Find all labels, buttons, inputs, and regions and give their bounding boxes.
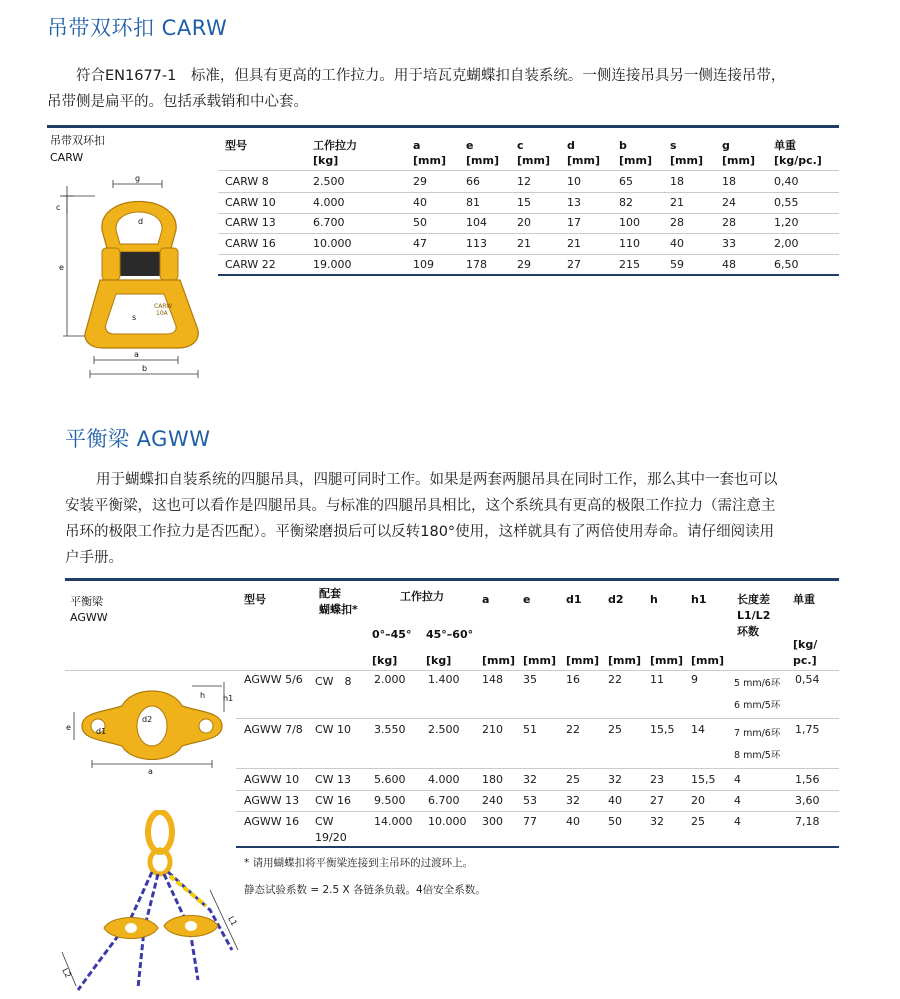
carw-cell-r3-c8: 33 bbox=[722, 237, 736, 250]
carw-row-divider bbox=[218, 213, 839, 214]
carw-cell-r1-c6: 82 bbox=[619, 196, 633, 209]
agww-h-weight-3: pc.] bbox=[793, 654, 817, 667]
agww-h-wll-b: 45°–60° bbox=[426, 628, 474, 641]
carw-cell-r1-c2: 40 bbox=[413, 196, 427, 209]
agww-cell-r3-w2: 6.700 bbox=[428, 794, 460, 807]
carw-header-unit-3: [mm] bbox=[466, 154, 499, 167]
agww-cell-r4-d1: 40 bbox=[566, 815, 580, 828]
carw-cell-r4-c8: 48 bbox=[722, 258, 736, 271]
carw-cell-r4-c3: 178 bbox=[466, 258, 487, 271]
carw-dim-g: g bbox=[135, 174, 141, 183]
carw-header-unit-7: [mm] bbox=[670, 154, 703, 167]
carw-cell-r2-c2: 50 bbox=[413, 216, 427, 229]
agww-cell-r2-model: AGWW 10 bbox=[244, 773, 300, 786]
agww-row-divider bbox=[236, 790, 839, 791]
agww-assembly-illustration bbox=[60, 810, 245, 995]
agww-cell-r0-h1: 9 bbox=[691, 673, 698, 686]
carw-cell-r0-c4: 12 bbox=[517, 175, 531, 188]
carw-cell-r1-c3: 81 bbox=[466, 196, 480, 209]
agww-cell-r2-d1: 25 bbox=[566, 773, 580, 786]
agww-row-divider bbox=[236, 811, 839, 812]
agww-para-line1: 用于蝴蝶扣自装系统的四腿吊具，四腿可同时工作。如果是两套两腿吊具在同时工作，那么其中一套也可以 bbox=[96, 472, 778, 488]
agww-title: 平衡梁 AGWW bbox=[65, 427, 211, 451]
agww-cell-r3-d2: 40 bbox=[608, 794, 622, 807]
carw-cell-r0-c0: CARW 8 bbox=[225, 175, 269, 188]
agww-cell-r0-w1: 2.000 bbox=[374, 673, 406, 686]
agww-cell-r0-match: CW 8 bbox=[315, 675, 352, 688]
carw-header-9: 单重 bbox=[774, 139, 796, 152]
agww-unit-2: [mm] bbox=[482, 654, 515, 667]
agww-h-weight-1: 单重 bbox=[793, 593, 815, 606]
agww-h-d2: d2 bbox=[608, 593, 624, 606]
carw-cell-r4-c4: 29 bbox=[517, 258, 531, 271]
carw-header-unit-2: [mm] bbox=[413, 154, 446, 167]
carw-dim-d: d bbox=[138, 217, 144, 226]
agww-note-2: 静态试验系数 = 2.5 X 各链条负载。4倍安全系数。 bbox=[244, 884, 486, 896]
carw-cell-r4-c1: 19.000 bbox=[313, 258, 352, 271]
agww-dim-d2: d2 bbox=[142, 715, 153, 724]
agww-h-len-3: 环数 bbox=[737, 625, 759, 638]
carw-header-0: 型号 bbox=[225, 139, 247, 152]
agww-h-match-1: 配套 bbox=[319, 587, 341, 600]
agww-cell-r1-d1: 22 bbox=[566, 723, 580, 736]
carw-cell-r0-c8: 18 bbox=[722, 175, 736, 188]
carw-cell-r4-c5: 27 bbox=[567, 258, 581, 271]
carw-product-name: 吊带双环扣 bbox=[50, 134, 105, 147]
agww-cell-r1-w2: 2.500 bbox=[428, 723, 460, 736]
carw-cell-r1-c9: 0,55 bbox=[774, 196, 799, 209]
agww-cell-r3-d1: 32 bbox=[566, 794, 580, 807]
agww-cell-r0-model: AGWW 5/6 bbox=[244, 673, 303, 686]
carw-cell-r3-c7: 40 bbox=[670, 237, 684, 250]
carw-cell-r2-c0: CARW 13 bbox=[225, 216, 276, 229]
carw-intro-line2: 吊带侧是扁平的。包括承载销和中心套。 bbox=[47, 94, 308, 110]
agww-dim-a: a bbox=[148, 767, 153, 776]
agww-product-name: 平衡梁 bbox=[70, 595, 103, 608]
agww-cell-r3-e: 53 bbox=[523, 794, 537, 807]
carw-cell-r1-c1: 4.000 bbox=[313, 196, 345, 209]
carw-cell-r3-c6: 110 bbox=[619, 237, 640, 250]
carw-cell-r3-c4: 21 bbox=[517, 237, 531, 250]
carw-cell-r4-c9: 6,50 bbox=[774, 258, 799, 271]
agww-cell-r1-a: 210 bbox=[482, 723, 503, 736]
agww-cell-r1-len1: 7 mm/6环 bbox=[734, 728, 781, 739]
agww-table-top-rule bbox=[65, 578, 839, 581]
carw-header-1: 工作拉力 bbox=[313, 139, 357, 152]
agww-cell-r0-len1: 5 mm/6环 bbox=[734, 678, 781, 689]
agww-cell-r1-d2: 25 bbox=[608, 723, 622, 736]
agww-h-len-1: 长度差 bbox=[737, 593, 770, 606]
agww-cell-r4-e: 77 bbox=[523, 815, 537, 828]
carw-cell-r2-c1: 6.700 bbox=[313, 216, 345, 229]
carw-row-divider bbox=[218, 233, 839, 234]
agww-cell-r0-w2: 1.400 bbox=[428, 673, 460, 686]
agww-cell-r2-w2: 4.000 bbox=[428, 773, 460, 786]
agww-cell-r0-len2: 6 mm/5环 bbox=[734, 700, 781, 711]
carw-cell-r0-c2: 29 bbox=[413, 175, 427, 188]
agww-h-len-2: L1/L2 bbox=[737, 609, 771, 622]
agww-unit-4: [mm] bbox=[566, 654, 599, 667]
carw-cell-r4-c2: 109 bbox=[413, 258, 434, 271]
agww-cell-r3-weight: 3,60 bbox=[795, 794, 820, 807]
carw-header-5: d bbox=[567, 139, 575, 152]
carw-header-4: c bbox=[517, 139, 524, 152]
carw-intro-line1: 符合EN1677-1 标准，但具有更高的工作拉力。用于培瓦克蝴蝶扣自装系统。一侧连接吊具另一侧连接吊带， bbox=[76, 68, 786, 84]
agww-row-divider bbox=[236, 718, 839, 719]
svg-text:10A: 10A bbox=[156, 310, 168, 317]
carw-cell-r3-c9: 2,00 bbox=[774, 237, 799, 250]
carw-product-code: CARW bbox=[50, 151, 84, 164]
carw-cell-r0-c7: 18 bbox=[670, 175, 684, 188]
carw-dim-s: s bbox=[132, 313, 137, 322]
carw-cell-r3-c3: 113 bbox=[466, 237, 487, 250]
carw-dim-b: b bbox=[142, 364, 148, 373]
agww-cell-r2-a: 180 bbox=[482, 773, 503, 786]
agww-cell-r2-h: 23 bbox=[650, 773, 664, 786]
agww-cell-r4-d2: 50 bbox=[608, 815, 622, 828]
agww-cell-r3-h: 27 bbox=[650, 794, 664, 807]
agww-unit-1: [kg] bbox=[426, 654, 452, 667]
carw-product-diagram bbox=[50, 170, 215, 385]
carw-cell-r3-c0: CARW 16 bbox=[225, 237, 276, 250]
agww-dim-L2: L2 bbox=[60, 966, 73, 980]
agww-cell-r1-weight: 1,75 bbox=[795, 723, 820, 736]
carw-header-unit-6: [mm] bbox=[619, 154, 652, 167]
agww-table-bottom-rule bbox=[236, 846, 839, 848]
carw-cell-r2-c6: 100 bbox=[619, 216, 640, 229]
agww-row-divider bbox=[236, 768, 839, 769]
agww-cell-r1-h: 15,5 bbox=[650, 723, 675, 736]
agww-cell-r4-len1: 4 bbox=[734, 815, 741, 828]
agww-cell-r4-w2: 10.000 bbox=[428, 815, 467, 828]
carw-cell-r4-c6: 215 bbox=[619, 258, 640, 271]
agww-unit-0: [kg] bbox=[372, 654, 398, 667]
carw-header-unit-1: [kg] bbox=[313, 154, 339, 167]
carw-cell-r1-c7: 21 bbox=[670, 196, 684, 209]
agww-cell-r0-d1: 16 bbox=[566, 673, 580, 686]
agww-cell-r4-weight: 7,18 bbox=[795, 815, 820, 828]
agww-cell-r4-a: 300 bbox=[482, 815, 503, 828]
carw-header-3: e bbox=[466, 139, 474, 152]
carw-cell-r0-c6: 65 bbox=[619, 175, 633, 188]
carw-cell-r1-c0: CARW 10 bbox=[225, 196, 276, 209]
agww-cell-r4-model: AGWW 16 bbox=[244, 815, 300, 828]
carw-header-unit-4: [mm] bbox=[517, 154, 550, 167]
agww-h-d1: d1 bbox=[566, 593, 582, 606]
agww-h-a: a bbox=[482, 593, 490, 606]
agww-cell-r3-len1: 4 bbox=[734, 794, 741, 807]
agww-cell-r3-model: AGWW 13 bbox=[244, 794, 300, 807]
agww-cell-r0-a: 148 bbox=[482, 673, 503, 686]
agww-unit-5: [mm] bbox=[608, 654, 641, 667]
agww-cell-r2-weight: 1,56 bbox=[795, 773, 820, 786]
agww-para-line4: 户手册。 bbox=[65, 550, 123, 566]
agww-note-1: * 请用蝴蝶扣将平衡梁连接到主吊环的过渡环上。 bbox=[244, 857, 474, 869]
agww-dim-h: h bbox=[200, 691, 206, 700]
agww-beam-diagram bbox=[62, 676, 234, 780]
carw-header-8: g bbox=[722, 139, 730, 152]
agww-h-match-2: 蝴蝶扣* bbox=[319, 603, 358, 616]
carw-cell-r2-c3: 104 bbox=[466, 216, 487, 229]
agww-dim-h1: h1 bbox=[223, 694, 234, 703]
agww-cell-r2-e: 32 bbox=[523, 773, 537, 786]
agww-dim-L1: L1 bbox=[226, 914, 239, 928]
agww-cell-r0-d2: 22 bbox=[608, 673, 622, 686]
carw-cell-r2-c9: 1,20 bbox=[774, 216, 799, 229]
agww-cell-r4-match2: 19/20 bbox=[315, 831, 347, 844]
agww-unit-6: [mm] bbox=[650, 654, 683, 667]
agww-header-divider bbox=[65, 670, 839, 671]
agww-cell-r1-model: AGWW 7/8 bbox=[244, 723, 303, 736]
agww-cell-r0-weight: 0,54 bbox=[795, 673, 820, 686]
agww-cell-r0-e: 35 bbox=[523, 673, 537, 686]
agww-cell-r2-w1: 5.600 bbox=[374, 773, 406, 786]
agww-dim-e: e bbox=[66, 723, 71, 732]
carw-cell-r1-c8: 24 bbox=[722, 196, 736, 209]
carw-title: 吊带双环扣 CARW bbox=[47, 16, 228, 40]
agww-cell-r1-w1: 3.550 bbox=[374, 723, 406, 736]
agww-cell-r2-d2: 32 bbox=[608, 773, 622, 786]
agww-cell-r3-match: CW 16 bbox=[315, 794, 352, 807]
agww-para-line3: 吊环的极限工作拉力是否匹配）。平衡梁磨损后可以反转180°使用，这样就具有了两倍使用寿命。请仔细阅读用 bbox=[65, 524, 775, 540]
carw-cell-r0-c5: 10 bbox=[567, 175, 581, 188]
agww-unit-3: [mm] bbox=[523, 654, 556, 667]
agww-cell-r3-w1: 9.500 bbox=[374, 794, 406, 807]
carw-cell-r3-c5: 21 bbox=[567, 237, 581, 250]
agww-h-wll: 工作拉力 bbox=[400, 590, 444, 603]
carw-table-top-rule bbox=[47, 125, 839, 128]
carw-header-7: s bbox=[670, 139, 677, 152]
agww-cell-r1-h1: 14 bbox=[691, 723, 705, 736]
agww-cell-r4-match: CW bbox=[315, 815, 334, 828]
agww-product-code: AGWW bbox=[70, 611, 108, 624]
carw-header-divider bbox=[218, 170, 839, 171]
agww-dim-d1: d1 bbox=[96, 727, 107, 736]
carw-cell-r1-c4: 15 bbox=[517, 196, 531, 209]
agww-cell-r4-h1: 25 bbox=[691, 815, 705, 828]
carw-dim-a: a bbox=[134, 350, 139, 359]
agww-h-wll-a: 0°–45° bbox=[372, 628, 412, 641]
carw-cell-r3-c1: 10.000 bbox=[313, 237, 352, 250]
agww-cell-r2-len1: 4 bbox=[734, 773, 741, 786]
agww-h-h: h bbox=[650, 593, 658, 606]
carw-table-bottom-rule bbox=[218, 274, 839, 276]
agww-cell-r4-w1: 14.000 bbox=[374, 815, 413, 828]
carw-stamp-text: CARW bbox=[154, 303, 173, 310]
carw-cell-r0-c1: 2.500 bbox=[313, 175, 345, 188]
agww-unit-7: [mm] bbox=[691, 654, 724, 667]
carw-row-divider bbox=[218, 192, 839, 193]
carw-cell-r2-c7: 28 bbox=[670, 216, 684, 229]
carw-cell-r2-c4: 20 bbox=[517, 216, 531, 229]
carw-header-unit-5: [mm] bbox=[567, 154, 600, 167]
agww-cell-r0-h: 11 bbox=[650, 673, 664, 686]
carw-row-divider bbox=[218, 254, 839, 255]
carw-dim-c: c bbox=[56, 203, 61, 212]
agww-cell-r3-a: 240 bbox=[482, 794, 503, 807]
carw-cell-r0-c9: 0,40 bbox=[774, 175, 799, 188]
carw-cell-r1-c5: 13 bbox=[567, 196, 581, 209]
carw-cell-r2-c8: 28 bbox=[722, 216, 736, 229]
agww-cell-r1-len2: 8 mm/5环 bbox=[734, 750, 781, 761]
agww-h-e: e bbox=[523, 593, 531, 606]
carw-header-unit-9: [kg/pc.] bbox=[774, 154, 822, 167]
agww-para-line2: 安装平衡梁，这也可以看作是四腿吊具。与标准的四腿吊具相比，这个系统具有更高的极限工作拉力（需注意主 bbox=[65, 498, 776, 514]
carw-cell-r4-c0: CARW 22 bbox=[225, 258, 276, 271]
agww-cell-r1-e: 51 bbox=[523, 723, 537, 736]
carw-dim-e: e bbox=[59, 263, 64, 272]
agww-cell-r3-h1: 20 bbox=[691, 794, 705, 807]
agww-cell-r2-h1: 15,5 bbox=[691, 773, 716, 786]
carw-cell-r3-c2: 47 bbox=[413, 237, 427, 250]
agww-cell-r2-match: CW 13 bbox=[315, 773, 352, 786]
carw-cell-r4-c7: 59 bbox=[670, 258, 684, 271]
carw-header-unit-8: [mm] bbox=[722, 154, 755, 167]
carw-header-6: b bbox=[619, 139, 627, 152]
agww-h-weight-2: [kg/ bbox=[793, 638, 818, 651]
carw-cell-r0-c3: 66 bbox=[466, 175, 480, 188]
agww-cell-r4-h: 32 bbox=[650, 815, 664, 828]
agww-h-model: 型号 bbox=[244, 593, 266, 606]
agww-cell-r1-match: CW 10 bbox=[315, 723, 352, 736]
carw-cell-r2-c5: 17 bbox=[567, 216, 581, 229]
agww-h-h1: h1 bbox=[691, 593, 707, 606]
carw-header-2: a bbox=[413, 139, 421, 152]
